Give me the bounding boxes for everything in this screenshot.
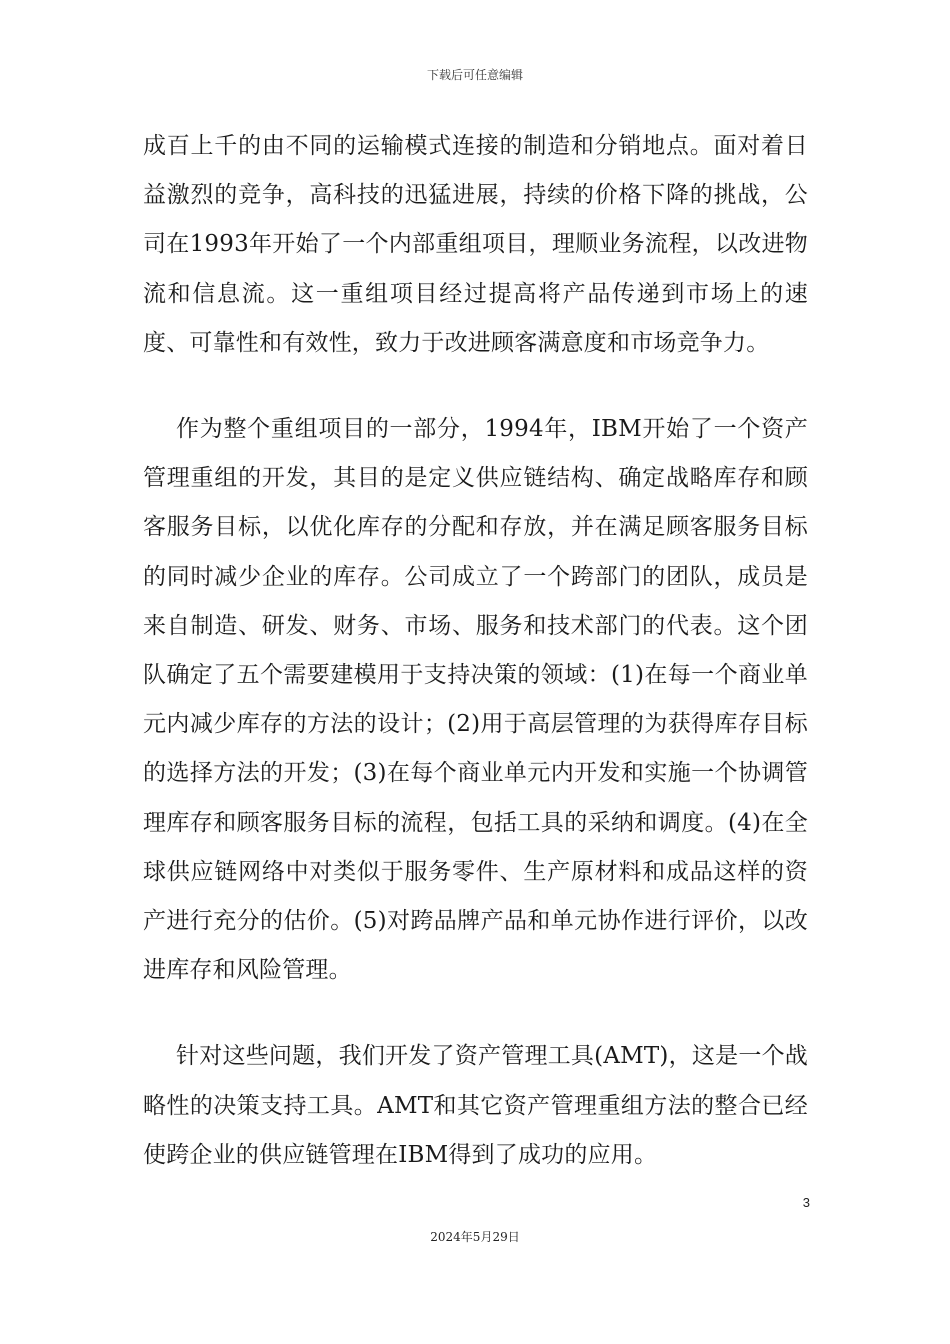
paragraph-amt-tool: 针对这些问题，我们开发了资产管理工具(AMT)，这是一个战略性的决策支持工具。AMT和其它资产管理重组方法的整合已经使跨企业的供应链管理在IBM得到了成功的应用。 [143,1043,808,1168]
page-number: 3 [802,1195,810,1210]
page-header: 下载后可任意编辑 [426,68,523,82]
paragraph-continuation: 成百上千的由不同的运输模式连接的制造和分销地点。面对着日益激烈的竞争，高科技的迅猛进展，持续的价格下降的挑战，公司在1993年开始了一个内部重组项目，理顺业务流程，以改进物流和信息流。这一重组项目经过提高将产品传递到市场上的速度、可靠性和有效性，致力于改进顾客满意度和市场竞争力。 [143,133,808,356]
page-footer-date: 2024年5月29日 [430,1230,520,1244]
paragraph-asset-management: 作为整个重组项目的一部分，1994年，IBM开始了一个资产管理重组的开发，其目的是定义供应链结构、确定战略库存和顾客服务目标，以优化库存的分配和存放，并在满足顾客服务目标的同时减少企业的库存。公司成立了一个跨部门的团队，成员是来自制造、研发、财务、市场、服务和技术部门的代表。这个团队确定了五个需要建模用于支持决策的领域：(1)在每一个商业单元内减少库存的方法的设计；(2)用于高层管理的为获得库存目标的选择方法的开发；(3)在每个商业单元内开发和实施一个协调管理库存和顾客服务目标的流程，包括工具的采纳和调度。(4)在全球供应链网络中对类似于服务零件、生产原材料和成品这样的资产进行充分的估价。(5)对跨品牌产品和单元协作进行评价，以改进库存和风险管理。 [143,416,808,984]
document-body [143,122,808,1180]
